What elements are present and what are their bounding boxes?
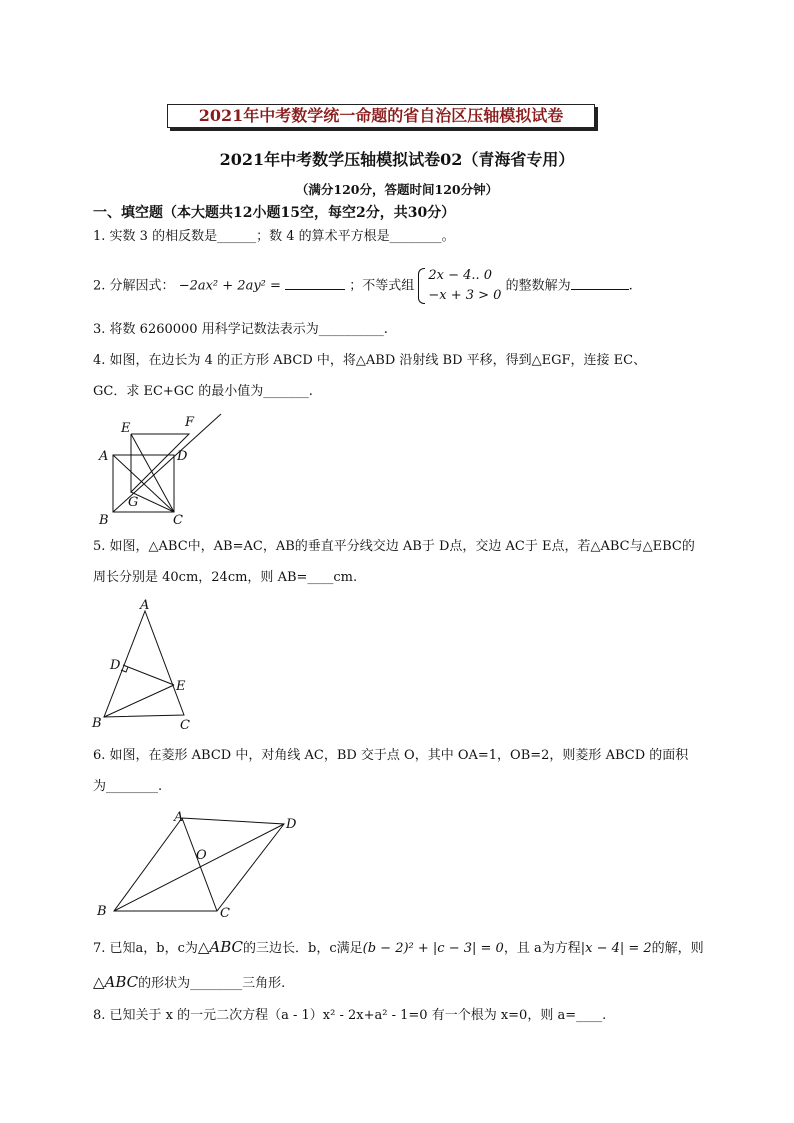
q2-blank-1[interactable] xyxy=(285,275,345,290)
fig5-label-b: B xyxy=(92,716,102,731)
question-6-line-1: 6. 如图，在菱形 ABCD 中，对角线 AC，BD 交于点 O，其中 OA=1，OB=2，则菱形 ABCD 的面积 xyxy=(93,748,689,763)
fig4-label-a: A xyxy=(99,449,109,464)
figure-isosceles-triangle xyxy=(88,597,208,735)
q2-expression: −2ax² + 2ay² = xyxy=(178,278,281,294)
fig5-label-d: D xyxy=(110,658,121,673)
q7-triangle-2: △ABC xyxy=(93,973,139,991)
diagonal-ac xyxy=(182,818,217,911)
figure-rhombus xyxy=(92,808,314,923)
diagonal-bd xyxy=(114,824,284,911)
q7-text-1: 7. 已知a，b，c为 xyxy=(93,941,198,956)
fig5-label-c: C xyxy=(180,718,190,733)
q7-condition: (b − 2)² + |c − 3| = 0 xyxy=(362,941,504,956)
inequality-2: −x + 3 > 0 xyxy=(428,288,502,303)
fig5-label-e: E xyxy=(176,679,186,694)
fig6-label-c: C xyxy=(220,906,230,921)
question-5-line-1: 5. 如图，△ABC中，AB=AC，AB的垂直平分线交边 AB于 D点，交边 AC于 E点，若△ABC与△EBC的 xyxy=(93,539,695,554)
q2-end: . xyxy=(628,278,633,294)
question-2 xyxy=(93,266,633,306)
q7-text-3: ，且 a为方程 xyxy=(503,941,581,956)
page-title: 2021年中考数学压轴模拟试卷02（青海省专用） xyxy=(219,150,575,169)
question-5-line-2: 周长分别是 40cm，24cm，则 AB=____cm. xyxy=(93,570,358,585)
exam-series-banner: 2021年中考数学统一命题的省自治区压轴模拟试卷 xyxy=(167,104,595,128)
q7-text-2: 的三边长．b，c满足 xyxy=(243,941,363,956)
fig5-label-a: A xyxy=(140,598,150,613)
q2-mid: ；不等式组 xyxy=(349,278,415,294)
q2-prefix: 2. 分解因式： xyxy=(93,278,175,294)
section-heading: 一、填空题（本大题共12小题15空，每空2分，共30分） xyxy=(93,205,456,221)
q7-text-4: 的解，则 xyxy=(651,941,704,956)
fig6-label-b: B xyxy=(97,904,107,919)
fig4-label-f: F xyxy=(185,415,195,430)
q2-blank-2[interactable] xyxy=(571,275,629,290)
fig4-label-c: C xyxy=(173,513,183,528)
fig4-label-d: D xyxy=(177,449,188,464)
fig6-label-o: O xyxy=(196,848,207,863)
fig4-label-b: B xyxy=(99,513,109,528)
fig4-label-e: E xyxy=(121,421,131,436)
question-8: 8. 已知关于 x 的一元二次方程（a - 1）x² - 2x+a² - 1=0 有一个根为 x=0，则 a=____. xyxy=(93,1008,607,1023)
inequality-system xyxy=(418,266,501,306)
exam-info: （满分120分，答题时间120分钟） xyxy=(295,182,499,197)
question-4-line-1: 4. 如图，在边长为 4 的正方形 ABCD 中，将△ABD 沿射线 BD 平移，得到△EGF，连接 EC、 xyxy=(93,353,647,368)
q7-equation: |x − 4| = 2 xyxy=(580,941,652,956)
question-1: 1. 实数 3 的相反数是______；数 4 的算术平方根是________。 xyxy=(93,229,455,244)
question-7-line-1 xyxy=(93,935,704,961)
fig6-label-a: A xyxy=(174,810,184,825)
q2-suffix: 的整数解为 xyxy=(505,278,571,294)
inequality-1: 2x − 4.. 0 xyxy=(428,268,493,283)
question-6-line-2: 为________. xyxy=(93,779,163,794)
question-7-line-2 xyxy=(93,970,285,996)
fig6-label-d: D xyxy=(286,817,297,832)
figure-square-translation xyxy=(93,412,233,532)
q7-triangle: △ABC xyxy=(197,938,244,956)
q7-text-5: 的形状为________三角形. xyxy=(138,976,286,991)
question-3: 3. 将数 6260000 用科学记数法表示为__________. xyxy=(93,322,388,337)
question-4-line-2: GC．求 EC+GC 的最小值为_______. xyxy=(93,384,313,399)
fig4-label-g: G xyxy=(128,495,139,510)
